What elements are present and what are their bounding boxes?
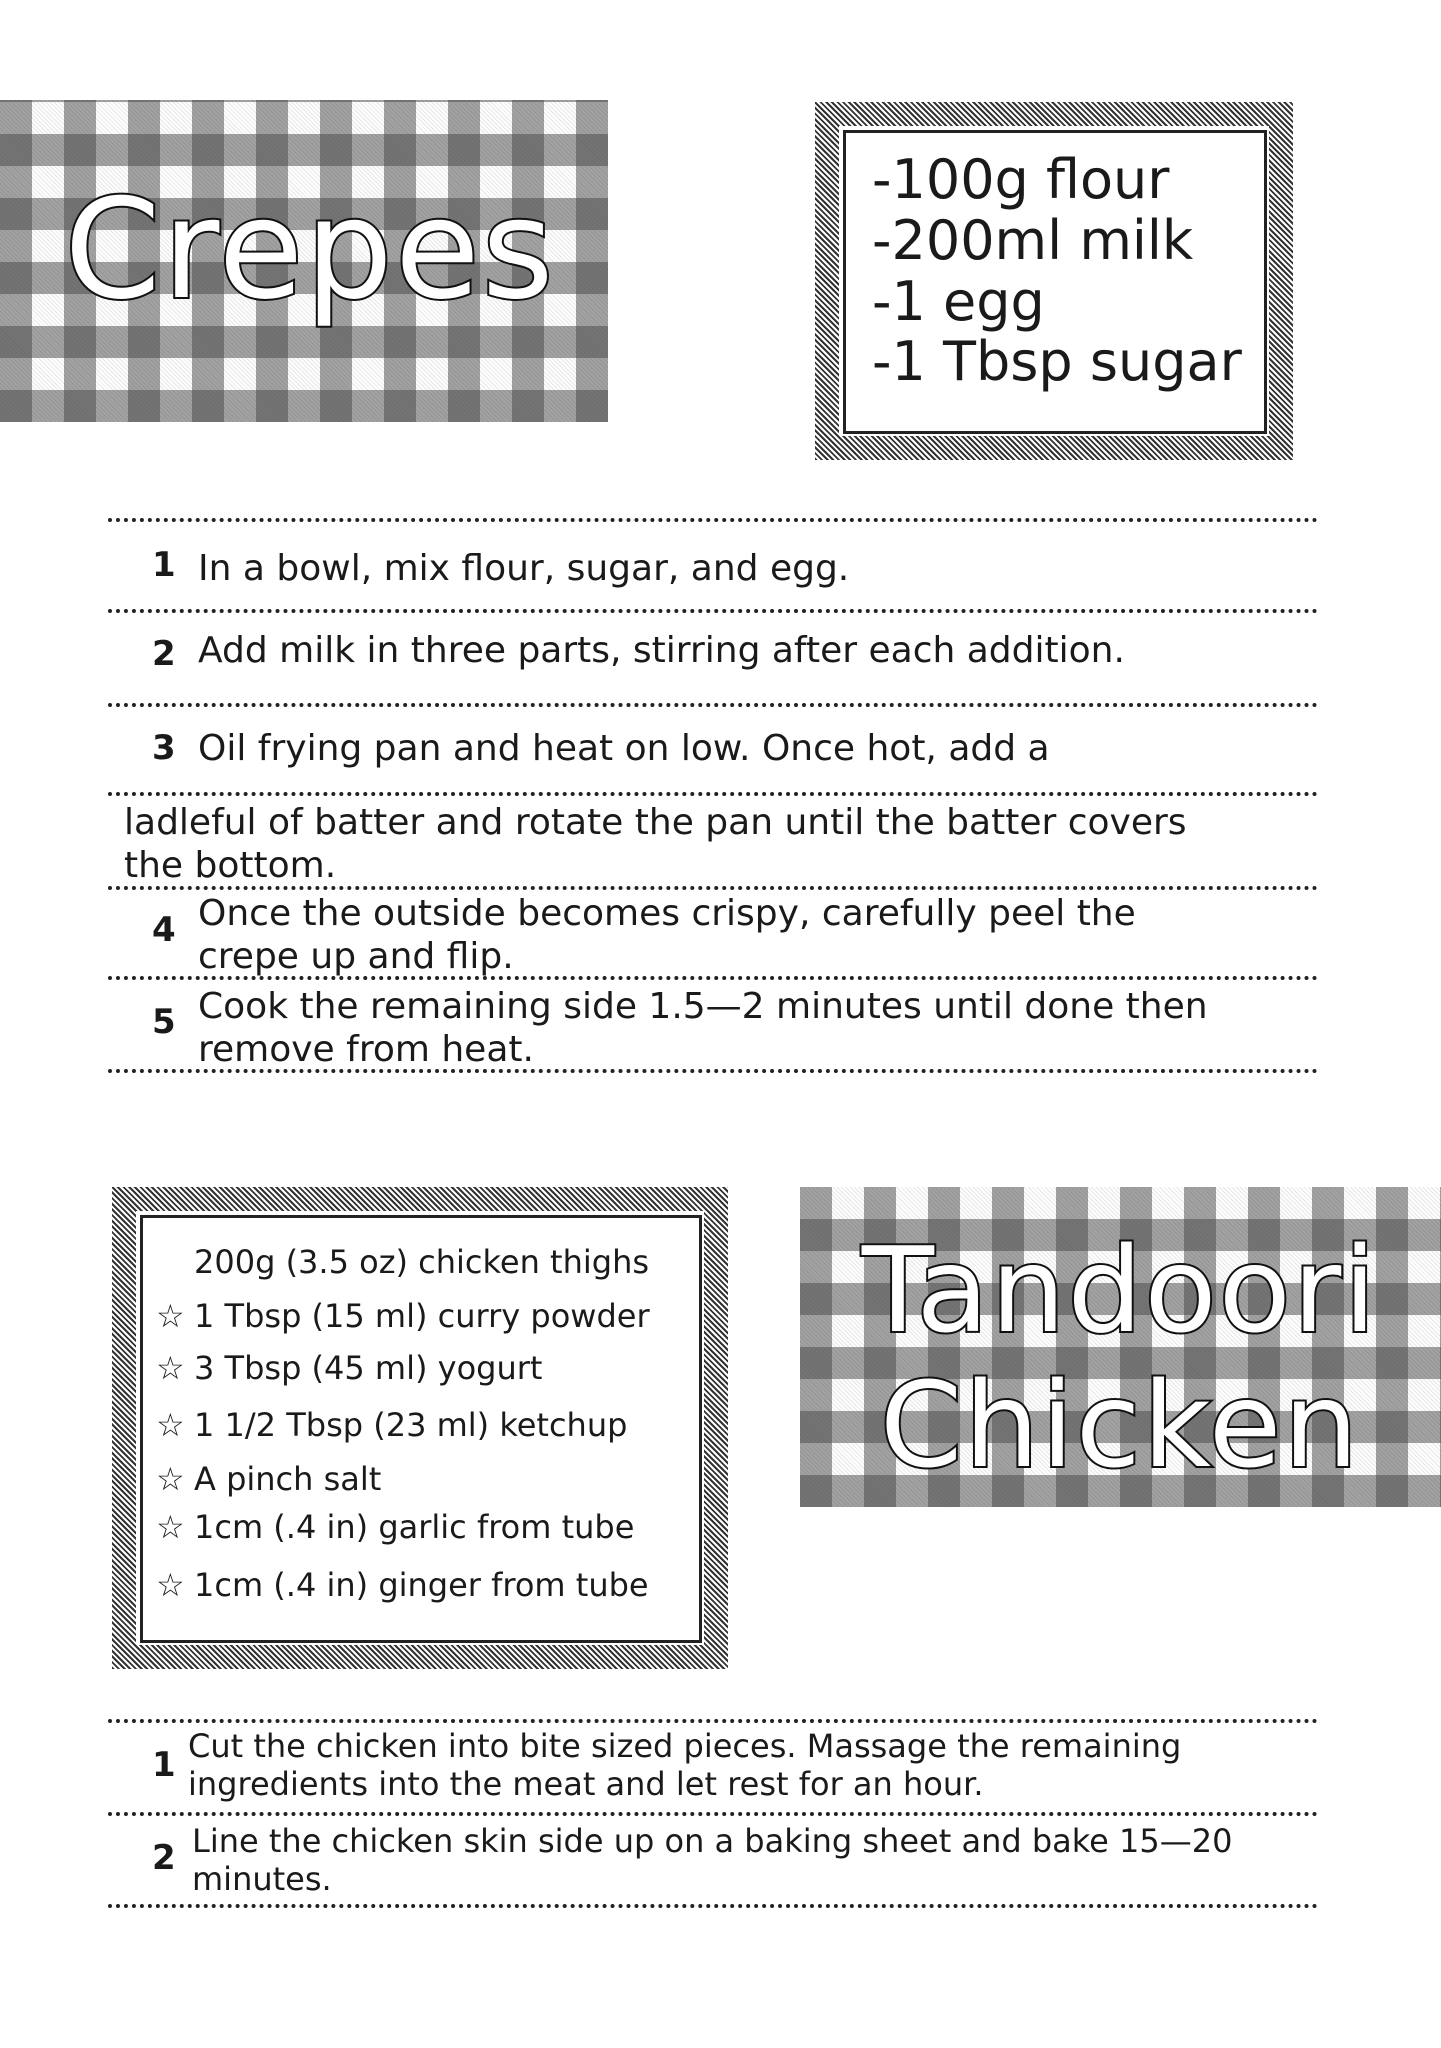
crepes-ingredient: -200ml milk [872,209,1194,272]
step-text: Line the chicken skin side up on a baking sheet and bake 15—20 [192,1822,1233,1860]
star-icon: ☆ [156,1508,185,1546]
divider [108,1904,1318,1908]
crepes-title: Crepes [64,169,556,330]
divider [108,1719,1318,1723]
crepes-ingredient: -1 egg [872,270,1045,333]
tandoori-ingredient: ☆ 1 Tbsp (15 ml) curry powder [156,1297,650,1335]
step-text: Cook the remaining side 1.5—2 minutes until done then [198,986,1208,1027]
tandoori-ingredient: ☆ 1cm (.4 in) garlic from tube [156,1508,635,1546]
step-text: Cut the chicken into bite sized pieces. Massage the remaining [188,1727,1182,1765]
crepes-ingredient: -1 Tbsp sugar [872,330,1242,393]
step-text: In a bowl, mix flour, sugar, and egg. [198,548,850,589]
step-text-continued: minutes. [192,1860,332,1898]
star-icon: ☆ [156,1297,185,1335]
star-icon: ☆ [156,1460,185,1498]
step-number: 3 [152,728,176,768]
divider [108,1812,1318,1816]
step-text-continued: remove from heat. [198,1029,534,1070]
tandoori-title-line1: Tandoori [861,1221,1379,1359]
step-number: 1 [152,1745,176,1785]
tandoori-ingredient: 200g (3.5 oz) chicken thighs [194,1243,650,1281]
step-text-continued: crepe up and flip. [198,936,514,977]
tandoori-ingredient: ☆ 1 1/2 Tbsp (23 ml) ketchup [156,1406,628,1444]
divider [108,703,1318,707]
step-text: Add milk in three parts, stirring after each addition. [198,630,1125,671]
tandoori-title-line2: Chicken [879,1356,1361,1494]
step-text-continued: the bottom. [124,845,337,886]
step-number: 1 [152,545,176,585]
step-text-continued: ladleful of batter and rotate the pan until the batter covers [124,802,1187,843]
step-number: 5 [152,1002,176,1042]
step-number: 2 [152,634,176,674]
star-icon: ☆ [156,1566,185,1604]
step-text-continued: ingredients into the meat and let rest for an hour. [188,1765,984,1803]
tandoori-ingredient: ☆ A pinch salt [156,1460,382,1498]
step-text: Oil frying pan and heat on low. Once hot, add a [198,728,1050,769]
tandoori-ingredient: ☆ 3 Tbsp (45 ml) yogurt [156,1349,543,1387]
star-icon: ☆ [156,1406,185,1444]
tandoori-ingredient: ☆ 1cm (.4 in) ginger from tube [156,1566,649,1604]
step-text: Once the outside becomes crispy, carefully peel the [198,893,1136,934]
crepes-ingredient: -100g flour [872,148,1170,211]
divider [108,518,1318,522]
divider [108,792,1318,796]
divider [108,609,1318,613]
step-number: 2 [152,1838,176,1878]
star-icon: ☆ [156,1349,185,1387]
step-number: 4 [152,910,176,950]
